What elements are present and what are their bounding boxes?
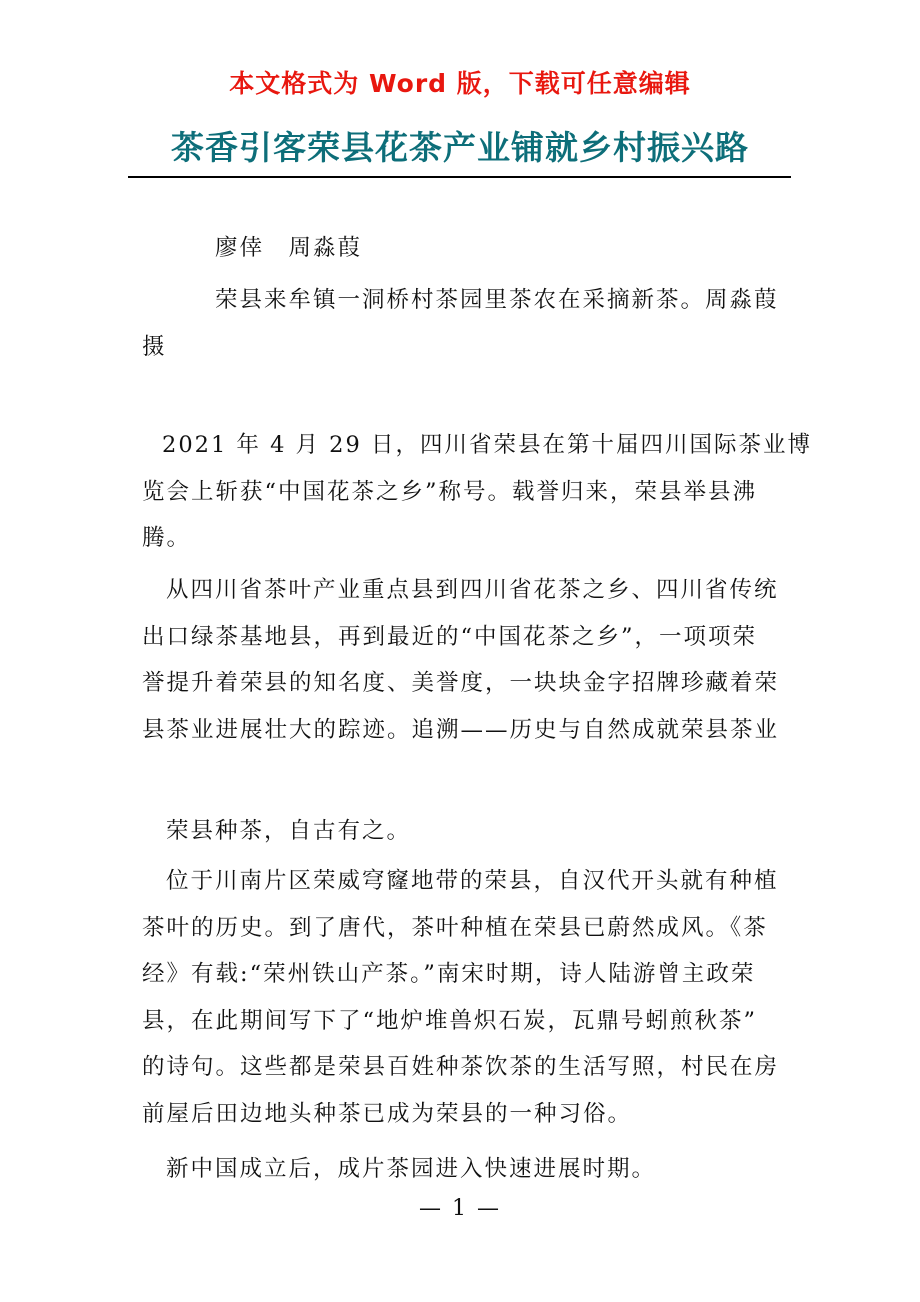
caption-line: 摄 (142, 333, 167, 360)
paragraph-4 (142, 858, 782, 1137)
paragraph-line: 县茶业进展壮大的踪迹。追溯——历史与自然成就荣县茶业 (142, 716, 780, 743)
paragraph-line: 经》有载:“荣州铁山产茶。”南宋时期，诗人陆游曾主政荣 (142, 961, 756, 987)
paragraph-line: 茶叶的历史。到了唐代，茶叶种植在荣县已蔚然成风。《茶 (142, 914, 768, 941)
paragraph-line: 2021 年 4 月 29 日，四川省荣县在第十届四川国际茶业博 (162, 432, 812, 458)
paragraph-line: 位于川南片区荣威穹窿地带的荣县，自汉代开头就有种植 (166, 868, 779, 894)
paragraph-line: 县，在此期间写下了“地炉堆兽炽石炭，瓦鼎号蚓煎秋茶” (142, 1007, 758, 1034)
paragraph-line: 荣县种茶，自古有之。 (166, 818, 412, 844)
caption-line: 荣县来牟镇一洞桥村茶园里茶农在采摘新茶。周淼葭 (215, 287, 779, 313)
photo-caption (142, 277, 782, 370)
page-number: — 1 — (419, 1196, 501, 1221)
paragraph-line: 新中国成立后，成片茶园进入快速进展时期。 (166, 1156, 657, 1182)
paragraph-line: 前屋后田边地头种茶已成为荣县的一种习俗。 (142, 1100, 633, 1127)
paragraph-2 (142, 567, 782, 753)
paragraph-line: 出口绿茶基地县，再到最近的“中国花茶之乡”，一项项荣 (142, 623, 758, 650)
editable-notice: 本文格式为 Word 版，下载可任意编辑 (229, 69, 691, 98)
paragraph-3 (142, 808, 782, 855)
paragraph-line: 从四川省茶叶产业重点县到四川省花茶之乡、四川省传统 (166, 577, 779, 603)
paragraph-line: 览会上斩获“中国花茶之乡”称号。载誉归来，荣县举县沸 (142, 478, 758, 505)
paragraph-1 (142, 422, 812, 562)
paragraph-line: 誉提升着荣县的知名度、美誉度，一块块金字招牌珍藏着荣 (142, 670, 780, 696)
byline-text: 廖倖 周淼葭 (215, 235, 363, 261)
byline (142, 225, 782, 272)
paragraph-5 (142, 1146, 782, 1193)
paragraph-line: 的诗句。这些都是荣县百姓种茶饮茶的生活写照，村民在房 (142, 1054, 780, 1080)
paragraph-line: 腾。 (142, 525, 192, 551)
title-divider (128, 176, 791, 178)
article-title: 茶香引客荣县花茶产业铺就乡村振兴路 (171, 128, 749, 167)
